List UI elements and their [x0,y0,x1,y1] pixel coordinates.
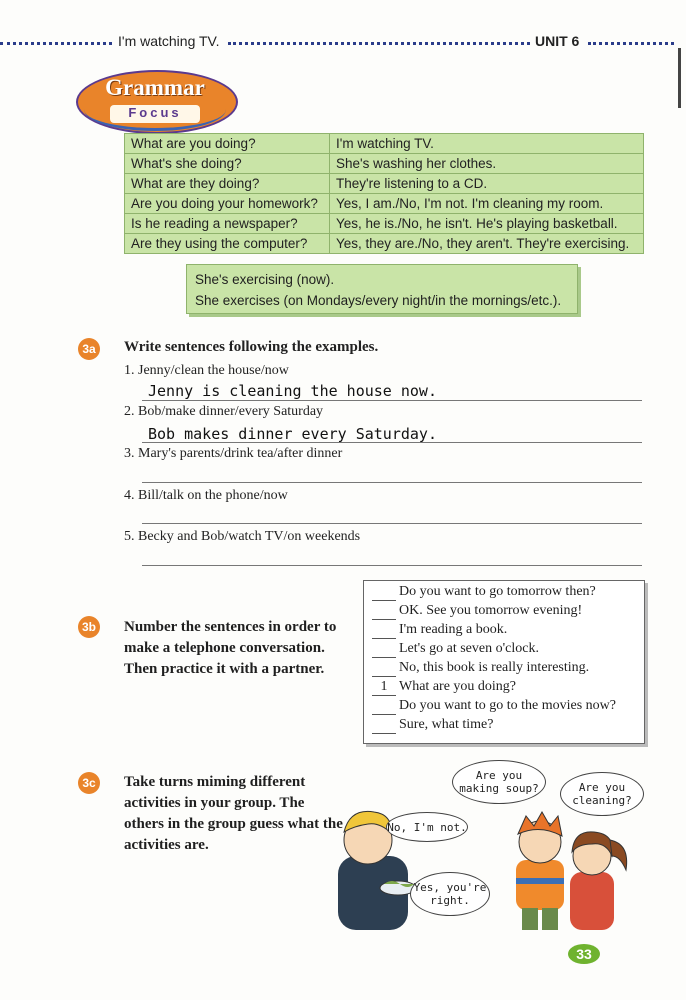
answer-cell: I'm watching TV. [330,134,644,154]
exercise-3b-label: 3b [78,616,100,638]
question-cell: Are you doing your homework? [125,194,330,214]
question-cell: Are they using the computer? [125,234,330,254]
conversation-line: What are you doing? [399,679,517,694]
table-row [125,194,644,214]
header-title: I'm watching TV. [118,33,220,49]
speech-bubble-cleaning: Are you cleaning? [560,772,644,816]
page-number: 33 [568,944,600,964]
exercise-3a-instruction: Write sentences following the examples. [124,339,379,355]
number-blank[interactable] [372,641,396,658]
table-row [125,154,644,174]
answer-cell: They're listening to a CD. [330,174,644,194]
answer-cell: Yes, he is./No, he isn't. He's playing basketball. [330,214,644,234]
grammar-note-box [186,264,578,314]
question-cell: What are they doing? [125,174,330,194]
exercise-3a-item-1: 1. Jenny/clean the house/now [124,363,289,378]
table-row [125,134,644,154]
header-dots-left [0,42,112,45]
number-blank[interactable] [372,660,396,677]
number-blank[interactable]: 1 [372,679,396,696]
number-blank[interactable] [372,603,396,620]
list-item [372,717,642,736]
question-cell: Is he reading a newspaper? [125,214,330,234]
conversation-line: Sure, what time? [399,717,494,732]
note-line-2: She exercises (on Mondays/every night/in the mornings/etc.). [195,293,562,308]
number-blank[interactable] [372,584,396,601]
badge-subtitle: Focus [110,105,200,123]
answer-line-4 [142,523,642,524]
list-item [372,698,642,717]
conversation-line: OK. See you tomorrow evening! [399,603,583,618]
exercise-3c-label: 3c [78,772,100,794]
conversation-line: Do you want to go to the movies now? [399,698,616,713]
exercise-3c-instruction: Take turns miming different activities in your group. The others in the group guess what the activities are. [124,774,343,853]
list-item [372,679,642,698]
answer-line-1 [142,400,642,401]
grammar-focus-badge [76,70,236,132]
answer-cell: Yes, they are./No, they aren't. They're exercising. [330,234,644,254]
number-blank[interactable] [372,717,396,734]
table-row [125,234,644,254]
exercise-3a-item-5: 5. Becky and Bob/watch TV/on weekends [124,529,361,544]
number-blank[interactable] [372,698,396,715]
page-header [0,32,686,54]
exercise-3a-item-4: 4. Bill/talk on the phone/now [124,488,288,503]
list-item [372,660,642,679]
exercise-3a-label: 3a [78,338,100,360]
conversation-line: No, this book is really interesting. [399,660,590,675]
answer-line-2 [142,442,642,443]
speech-bubble-making-soup: Are you making soup? [452,760,546,804]
table-row [125,174,644,194]
exercise-3a-answer-1[interactable]: Jenny is cleaning the house now. [148,382,437,400]
answer-line-3 [142,482,642,483]
conversation-line: Do you want to go tomorrow then? [399,584,596,599]
exercise-3b-instruction: Number the sentences in order to make a telephone conversation. Then practice it with a partner. [124,619,337,677]
conversation-line: Let's go at seven o'clock. [399,641,539,656]
grammar-table [124,133,644,254]
question-cell: What's she doing? [125,154,330,174]
note-line-1: She's exercising (now). [195,272,335,287]
question-cell: What are you doing? [125,134,330,154]
conversation-line: I'm reading a book. [399,622,508,637]
speech-bubble-no-im-not: No, I'm not. [386,812,468,842]
speech-bubble-yes-youre-right: Yes, you're right. [410,872,490,916]
conversation-box [363,580,645,744]
list-item [372,603,642,622]
list-item [372,641,642,660]
answer-cell: Yes, I am./No, I'm not. I'm cleaning my room. [330,194,644,214]
list-item [372,584,642,603]
header-unit: UNIT 6 [535,33,580,49]
answer-cell: She's washing her clothes. [330,154,644,174]
list-item [372,622,642,641]
header-dots-middle [228,42,530,45]
girl-right-figure [570,832,627,930]
badge-title: Grammar [105,75,205,100]
header-edge-bar [678,48,681,108]
number-blank[interactable] [372,622,396,639]
exercise-3a-item-3: 3. Mary's parents/drink tea/after dinner [124,446,343,461]
boy-middle-figure [516,812,564,930]
exercise-3a-answer-2[interactable]: Bob makes dinner every Saturday. [148,425,437,443]
header-dots-right [588,42,674,45]
exercise-3a-item-2: 2. Bob/make dinner/every Saturday [124,404,324,419]
table-row [125,214,644,234]
answer-line-5 [142,565,642,566]
